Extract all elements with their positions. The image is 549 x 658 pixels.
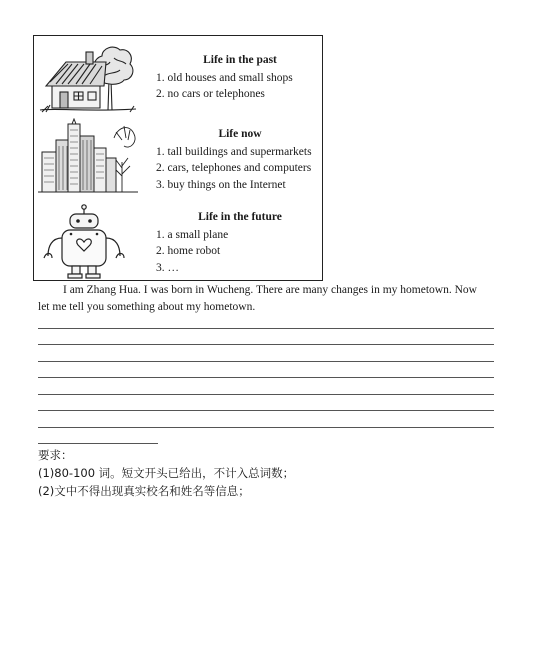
past-section xyxy=(156,52,324,103)
writing-line[interactable] xyxy=(38,427,494,428)
requirements-heading: 要求： xyxy=(38,448,73,462)
writing-line[interactable] xyxy=(38,344,494,345)
future-title: Life in the future xyxy=(198,211,282,223)
future-section xyxy=(156,209,324,276)
writing-line[interactable] xyxy=(38,361,494,362)
past-title: Life in the past xyxy=(203,54,277,66)
writing-line[interactable] xyxy=(38,377,494,378)
robot-icon xyxy=(38,204,138,280)
past-item: 1. old houses and small shops xyxy=(156,71,293,84)
intro-line-1: I am Zhang Hua. I was born in Wucheng. There are many changes in my hometown. Now xyxy=(63,284,477,296)
writing-line[interactable] xyxy=(38,410,494,411)
old-house-icon xyxy=(38,40,138,114)
now-item: 3. buy things on the Internet xyxy=(156,178,286,191)
now-item: 1. tall buildings and supermarkets xyxy=(156,145,312,158)
writing-line[interactable] xyxy=(38,394,494,395)
now-item: 2. cars, telephones and computers xyxy=(156,162,312,174)
writing-line-short[interactable] xyxy=(38,443,158,444)
writing-line[interactable] xyxy=(38,328,494,329)
future-item: 3. … xyxy=(156,261,179,274)
intro-line-2: let me tell you something about my hometown. xyxy=(38,301,256,313)
city-buildings-icon xyxy=(38,118,138,194)
future-item: 1. a small plane xyxy=(156,228,229,241)
future-item: 2. home robot xyxy=(156,245,221,257)
requirement-1: (1)80-100 词。短文开头已给出，不计入总词数； xyxy=(38,466,295,480)
info-box xyxy=(33,35,323,281)
essay-intro xyxy=(38,282,498,316)
requirement-2: (2)文中不得出现真实校名和姓名等信息； xyxy=(38,484,250,498)
now-title: Life now xyxy=(218,128,262,140)
past-item: 2. no cars or telephones xyxy=(156,88,265,100)
now-section xyxy=(156,126,324,193)
